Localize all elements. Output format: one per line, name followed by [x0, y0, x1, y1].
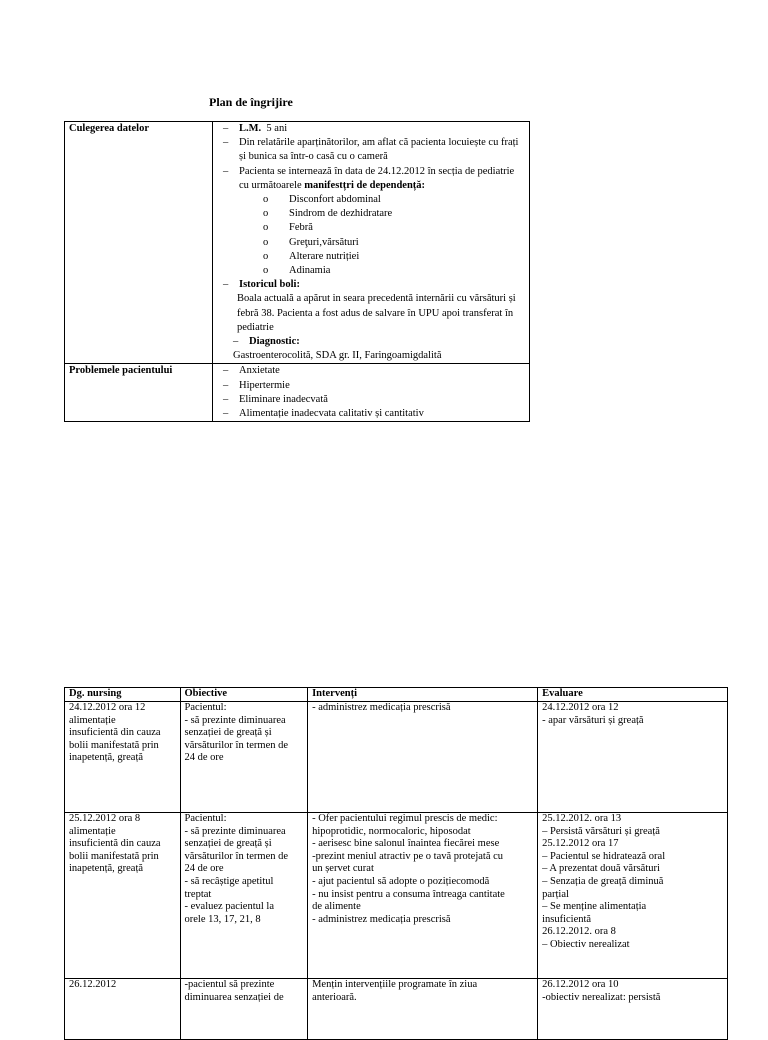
list-item: o Greţuri,vărsături — [263, 236, 359, 248]
list-item: o Adinamia — [263, 265, 331, 277]
int-cell: Mențin intervențiile programate în ziua anterioară. — [308, 979, 538, 1040]
data-collection-content — [213, 122, 530, 364]
problems-label: Problemele pacientului — [65, 364, 213, 422]
list-item: o Febră — [263, 222, 313, 234]
header-evaluare: Evaluare — [538, 688, 728, 702]
lm-label: L.M. — [239, 123, 262, 134]
diagnosis-line: – Diagnostic: — [223, 335, 525, 349]
manifestations-label: manifestțri de dependență: — [304, 179, 426, 191]
manifestations-list — [223, 193, 525, 278]
list-item: o Sindrom de dezhidratare — [263, 208, 393, 220]
relatives-text: Din relatările aparținătorilor, am aflat că pacienta locuiește cu frați și bunica sa într-o casă cu o cameră — [239, 137, 519, 163]
header-interventi: Intervenți — [308, 688, 538, 702]
obj-cell: Pacientul: - să prezinte diminuarea senzației de greață și vărsăturilor în termen de 24 de ore - să recâștige apetitul treptat - evaluez pacientul la orele 13, 17, 21, 8 — [180, 813, 308, 979]
list-item: – Eliminare inadecvată — [223, 393, 328, 405]
eval-cell: 25.12.2012. ora 13 – Persistă vărsături și greață 25.12.2012 ora 17 – Pacientul se hidratează oral – A prezentat două vărsături – Senzația de greață diminuă parțial – Se menține alimentația insuficientă 26.12.2012. ora 8 – Obiectiv nerealizat — [538, 813, 728, 979]
table-row — [65, 702, 728, 813]
admission-text: Pacienta se internează în data de 24.12.2012 în secția de pediatrie cu următoarele — [239, 165, 515, 191]
dg-cell: 24.12.2012 ora 12 alimentație insuficientă din cauza bolii manifestată prin inapetență, greață — [65, 702, 181, 813]
diagnosis-text: Gastroenterocolită, SDA gr. II, Faringoamigdalită — [233, 350, 442, 362]
history-text: Boala actuală a apărut in seara precedentă internării cu vărsături și febră 38. Pacienta a fost adus de salvare în UPU apoi transferat în pediatrie — [237, 293, 516, 333]
lm-line: – L.M. 5 ani — [223, 123, 288, 134]
data-collection-label: Culegerea datelor — [65, 122, 213, 364]
table-row — [65, 979, 728, 1040]
problems-row — [65, 364, 530, 422]
admission-line: – Pacienta se internează în data de 24.12.2012 în secția de pediatrie cu următoarele manifestțri de dependență: — [223, 165, 515, 191]
list-item: – Anxietate — [223, 365, 280, 377]
table-row — [65, 813, 728, 979]
eval-cell: 26.12.2012 ora 10 -obiectiv nerealizat: persistă — [538, 979, 728, 1040]
diagnosis-label: Diagnostic: — [249, 336, 300, 348]
dg-cell: 25.12.2012 ora 8 alimentație insuficientă din cauza bolii manifestată prin inapetență, greață — [65, 813, 181, 979]
problems-content — [213, 364, 530, 422]
page-title: Plan de îngrijire — [209, 95, 293, 109]
int-cell: - administrez medicația prescrisă — [308, 702, 538, 813]
list-item: – Hipertermie — [223, 379, 290, 391]
lm-age: 5 ani — [266, 123, 288, 134]
care-plan-table — [64, 121, 530, 422]
eval-cell: 24.12.2012 ora 12 - apar vărsături și greață — [538, 702, 728, 813]
list-item: – Alimentație inadecvata calitativ și cantitativ — [223, 408, 424, 420]
obj-cell: -pacientul să prezinte diminuarea senzației de — [180, 979, 308, 1040]
history-line: – Istoricul boli: — [223, 278, 525, 292]
nursing-header-row — [65, 688, 728, 702]
list-item: o Disconfort abdominal — [263, 194, 381, 206]
nursing-table — [64, 687, 728, 1040]
int-cell: - Ofer pacientului regimul prescis de medic: hipoprotidic, normocaloric, hiposodat - aerisesc bine salonul înaintea fiecărei mese -prezint meniul atractiv pe o tavă protejată cu un șervet curat - ajut pacientul să adopte o pozițiecomodă - nu insist pentru a consuma întreaga cantitate de alimente - administrez medicația prescrisă — [308, 813, 538, 979]
header-obiective: Obiective — [180, 688, 308, 702]
history-label: Istoricul boli: — [239, 279, 300, 291]
dg-cell: 26.12.2012 — [65, 979, 181, 1040]
header-dg-nursing: Dg. nursing — [65, 688, 181, 702]
data-collection-row — [65, 122, 530, 364]
list-item: o Alterare nutriției — [263, 250, 360, 262]
obj-cell: Pacientul: - să prezinte diminuarea senzației de greață și vărsăturilor în termen de 24 de ore — [180, 702, 308, 813]
relatives-line: – Din relatările aparținătorilor, am aflat că pacienta locuiește cu frați și bunica sa într-o casă cu o cameră — [223, 136, 525, 164]
